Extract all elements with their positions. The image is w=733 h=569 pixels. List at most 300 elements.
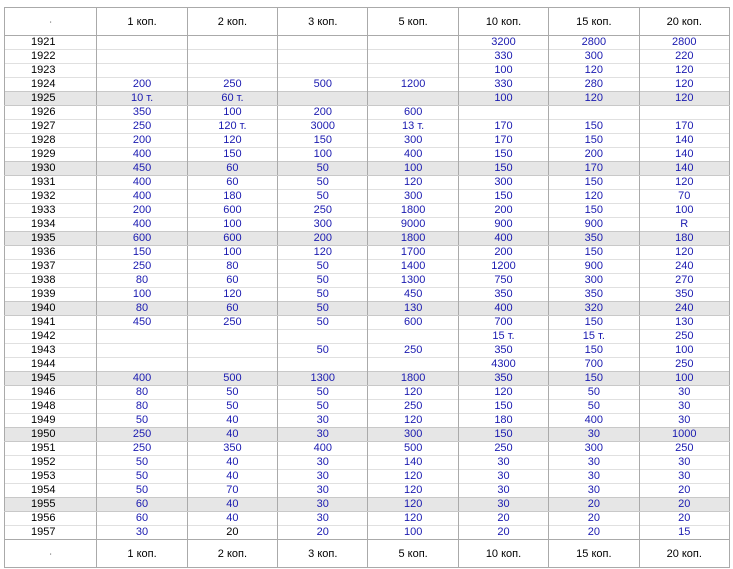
price-cell: 70 — [187, 484, 277, 498]
column-header-3: 3 коп. — [278, 8, 368, 36]
price-cell: 120 — [639, 78, 729, 92]
price-cell: 450 — [97, 316, 187, 330]
price-cell: 60 — [97, 512, 187, 526]
price-cell: 250 — [97, 120, 187, 134]
price-cell: 50 — [278, 344, 368, 358]
price-cell: 300 — [368, 190, 458, 204]
year-cell: 1955 — [5, 498, 97, 512]
column-footer-4: 5 коп. — [368, 540, 458, 568]
price-cell: 350 — [639, 288, 729, 302]
price-cell — [639, 106, 729, 120]
price-cell — [187, 330, 277, 344]
price-cell: 350 — [458, 344, 548, 358]
price-cell: 40 — [187, 498, 277, 512]
price-cell: 250 — [639, 442, 729, 456]
price-cell: 350 — [97, 106, 187, 120]
price-cell: 40 — [187, 470, 277, 484]
price-cell: 2800 — [549, 36, 639, 50]
price-cell: 120 — [368, 414, 458, 428]
price-cell: 120 — [639, 176, 729, 190]
table-row — [5, 442, 730, 456]
price-cell: 330 — [458, 78, 548, 92]
column-footer-2: 2 коп. — [187, 540, 277, 568]
table-row — [5, 204, 730, 218]
price-cell: 60 т. — [187, 92, 277, 106]
price-cell: 1200 — [368, 78, 458, 92]
price-cell: 60 — [187, 274, 277, 288]
price-cell: 150 — [549, 176, 639, 190]
price-cell: 4300 — [458, 358, 548, 372]
year-cell: 1940 — [5, 302, 97, 316]
price-cell: 300 — [368, 134, 458, 148]
price-cell: 240 — [639, 260, 729, 274]
price-cell: 60 — [187, 176, 277, 190]
price-cell: 80 — [97, 400, 187, 414]
price-cell: 400 — [368, 148, 458, 162]
price-cell: 1400 — [368, 260, 458, 274]
price-cell: 400 — [278, 442, 368, 456]
price-cell: 180 — [458, 414, 548, 428]
price-cell: 350 — [458, 372, 548, 386]
price-cell: 450 — [368, 288, 458, 302]
price-cell: 150 — [549, 246, 639, 260]
price-cell — [368, 50, 458, 64]
price-cell: 100 — [187, 218, 277, 232]
price-cell: 1200 — [458, 260, 548, 274]
price-cell: 150 — [458, 400, 548, 414]
price-cell — [458, 106, 548, 120]
table-row — [5, 190, 730, 204]
price-cell: 80 — [97, 386, 187, 400]
price-cell: 900 — [458, 218, 548, 232]
price-cell: 30 — [97, 526, 187, 540]
price-cell: 270 — [639, 274, 729, 288]
price-cell: 350 — [458, 288, 548, 302]
price-cell: 120 — [368, 484, 458, 498]
table-row — [5, 50, 730, 64]
price-cell: 240 — [639, 302, 729, 316]
price-cell — [278, 358, 368, 372]
price-cell: 100 — [639, 204, 729, 218]
price-cell — [278, 64, 368, 78]
year-cell: 1931 — [5, 176, 97, 190]
year-cell: 1921 — [5, 36, 97, 50]
table-row — [5, 260, 730, 274]
year-cell: 1930 — [5, 162, 97, 176]
price-cell: 700 — [458, 316, 548, 330]
price-cell: 200 — [97, 78, 187, 92]
price-cell: 50 — [278, 400, 368, 414]
coin-price-table — [4, 7, 730, 568]
price-cell — [97, 330, 187, 344]
table-row — [5, 176, 730, 190]
price-cell — [97, 344, 187, 358]
price-cell: 15 т. — [458, 330, 548, 344]
price-cell: 140 — [368, 456, 458, 470]
price-cell: 100 — [639, 372, 729, 386]
price-cell: 200 — [97, 204, 187, 218]
price-cell: 400 — [458, 232, 548, 246]
table-row — [5, 512, 730, 526]
year-cell: 1932 — [5, 190, 97, 204]
year-cell: 1956 — [5, 512, 97, 526]
price-cell: 3200 — [458, 36, 548, 50]
year-cell: 1939 — [5, 288, 97, 302]
year-cell: 1926 — [5, 106, 97, 120]
price-cell: 250 — [458, 442, 548, 456]
price-cell: 30 — [458, 484, 548, 498]
price-cell — [278, 330, 368, 344]
price-cell: 50 — [97, 470, 187, 484]
price-cell: 80 — [187, 260, 277, 274]
table-row — [5, 470, 730, 484]
year-cell: 1934 — [5, 218, 97, 232]
price-cell: 180 — [187, 190, 277, 204]
price-cell — [368, 330, 458, 344]
price-cell: 600 — [97, 232, 187, 246]
price-cell: 30 — [278, 470, 368, 484]
column-footer-5: 10 коп. — [458, 540, 548, 568]
price-cell — [97, 50, 187, 64]
table-row — [5, 120, 730, 134]
price-cell: 120 — [639, 64, 729, 78]
price-cell — [368, 92, 458, 106]
price-cell: 250 — [639, 358, 729, 372]
price-cell: 100 — [187, 106, 277, 120]
price-cell: 30 — [278, 484, 368, 498]
price-cell: 150 — [458, 190, 548, 204]
price-cell: 50 — [278, 274, 368, 288]
price-cell: 120 — [458, 386, 548, 400]
price-cell: 60 — [97, 498, 187, 512]
price-cell: 20 — [278, 526, 368, 540]
price-cell: 400 — [97, 372, 187, 386]
price-cell: 30 — [458, 498, 548, 512]
price-cell — [368, 36, 458, 50]
price-cell: 600 — [187, 232, 277, 246]
price-cell: 300 — [458, 176, 548, 190]
table-row — [5, 344, 730, 358]
price-cell: 750 — [458, 274, 548, 288]
price-cell: 100 — [458, 92, 548, 106]
price-cell: 200 — [278, 232, 368, 246]
price-cell: 100 — [187, 246, 277, 260]
price-cell: 120 — [639, 246, 729, 260]
price-cell: 30 — [639, 414, 729, 428]
table-row — [5, 218, 730, 232]
price-cell: 20 — [549, 498, 639, 512]
price-cell: 150 — [549, 204, 639, 218]
price-cell: 15 т. — [549, 330, 639, 344]
year-cell: 1946 — [5, 386, 97, 400]
price-cell: 40 — [187, 512, 277, 526]
price-cell: 400 — [458, 302, 548, 316]
price-cell — [549, 106, 639, 120]
price-cell: 50 — [278, 302, 368, 316]
column-header-6: 15 коп. — [549, 8, 639, 36]
table-row — [5, 64, 730, 78]
price-cell: 120 — [549, 64, 639, 78]
table-row — [5, 148, 730, 162]
price-cell: R — [639, 218, 729, 232]
year-cell: 1953 — [5, 470, 97, 484]
price-cell: 40 — [187, 428, 277, 442]
table-row — [5, 302, 730, 316]
price-cell: 120 — [368, 470, 458, 484]
price-cell: 400 — [97, 190, 187, 204]
price-cell — [187, 64, 277, 78]
price-cell: 200 — [549, 148, 639, 162]
price-cell: 20 — [639, 512, 729, 526]
price-cell: 400 — [97, 218, 187, 232]
price-cell: 50 — [278, 316, 368, 330]
price-cell: 40 — [187, 414, 277, 428]
price-cell: 50 — [549, 386, 639, 400]
table-row — [5, 78, 730, 92]
price-cell: 200 — [97, 134, 187, 148]
price-cell: 1300 — [278, 372, 368, 386]
price-cell: 400 — [97, 176, 187, 190]
price-cell: 60 — [187, 302, 277, 316]
year-cell: 1944 — [5, 358, 97, 372]
price-cell: 30 — [639, 400, 729, 414]
table-row — [5, 274, 730, 288]
column-header-2: 2 коп. — [187, 8, 277, 36]
table-row — [5, 526, 730, 540]
price-cell: 150 — [549, 372, 639, 386]
price-cell: 100 — [639, 344, 729, 358]
price-cell: 900 — [549, 260, 639, 274]
year-cell: 1957 — [5, 526, 97, 540]
price-cell: 10 т. — [97, 92, 187, 106]
price-cell: 20 — [458, 512, 548, 526]
table-footer — [5, 540, 730, 568]
price-cell: 300 — [549, 274, 639, 288]
price-cell: 900 — [549, 218, 639, 232]
column-footer-3: 3 коп. — [278, 540, 368, 568]
price-cell: 200 — [278, 106, 368, 120]
price-cell — [368, 358, 458, 372]
year-cell: 1942 — [5, 330, 97, 344]
price-cell: 30 — [278, 456, 368, 470]
year-cell: 1948 — [5, 400, 97, 414]
price-cell: 120 — [187, 134, 277, 148]
table-row — [5, 288, 730, 302]
price-cell: 50 — [549, 400, 639, 414]
price-cell: 130 — [368, 302, 458, 316]
price-cell: 120 — [187, 288, 277, 302]
price-cell: 1000 — [639, 428, 729, 442]
price-cell: 50 — [278, 190, 368, 204]
year-cell: 1925 — [5, 92, 97, 106]
table-row — [5, 498, 730, 512]
price-cell: 80 — [97, 302, 187, 316]
price-cell: 150 — [458, 428, 548, 442]
price-cell: 20 — [639, 484, 729, 498]
price-cell: 250 — [97, 260, 187, 274]
price-cell: 180 — [639, 232, 729, 246]
price-cell: 500 — [187, 372, 277, 386]
price-cell: 50 — [187, 400, 277, 414]
price-cell: 20 — [549, 512, 639, 526]
price-cell: 1300 — [368, 274, 458, 288]
price-cell: 20 — [187, 526, 277, 540]
price-cell: 250 — [278, 204, 368, 218]
price-cell: 50 — [278, 162, 368, 176]
price-cell — [368, 64, 458, 78]
price-cell: 50 — [278, 260, 368, 274]
price-cell: 30 — [549, 484, 639, 498]
price-cell: 80 — [97, 274, 187, 288]
price-cell: 250 — [639, 330, 729, 344]
year-cell: 1949 — [5, 414, 97, 428]
year-cell: 1933 — [5, 204, 97, 218]
price-cell: 350 — [549, 232, 639, 246]
price-cell: 100 — [368, 526, 458, 540]
price-cell: 500 — [368, 442, 458, 456]
price-cell: 120 т. — [187, 120, 277, 134]
price-cell: 40 — [187, 456, 277, 470]
year-cell: 1945 — [5, 372, 97, 386]
table-row — [5, 162, 730, 176]
price-cell: 300 — [549, 50, 639, 64]
price-cell: 200 — [458, 246, 548, 260]
price-cell: 400 — [97, 148, 187, 162]
price-cell: 150 — [549, 344, 639, 358]
price-cell: 50 — [278, 288, 368, 302]
table-row — [5, 372, 730, 386]
year-cell: 1952 — [5, 456, 97, 470]
table-header — [5, 8, 730, 36]
price-cell — [187, 50, 277, 64]
price-cell: 15 — [639, 526, 729, 540]
price-cell: 50 — [97, 484, 187, 498]
year-cell: 1951 — [5, 442, 97, 456]
price-cell: 150 — [187, 148, 277, 162]
price-cell: 13 т. — [368, 120, 458, 134]
price-cell: 50 — [278, 386, 368, 400]
column-header-5: 10 коп. — [458, 8, 548, 36]
price-cell: 60 — [187, 162, 277, 176]
price-cell: 250 — [97, 428, 187, 442]
price-cell — [278, 36, 368, 50]
price-cell: 120 — [549, 92, 639, 106]
price-cell: 120 — [368, 176, 458, 190]
price-cell: 30 — [278, 512, 368, 526]
price-cell: 50 — [97, 456, 187, 470]
price-cell: 280 — [549, 78, 639, 92]
price-cell — [187, 344, 277, 358]
price-cell: 150 — [458, 162, 548, 176]
year-cell: 1924 — [5, 78, 97, 92]
price-cell: 350 — [187, 442, 277, 456]
table-row — [5, 484, 730, 498]
price-cell: 140 — [639, 134, 729, 148]
price-cell: 50 — [278, 176, 368, 190]
table-row — [5, 106, 730, 120]
price-cell: 150 — [549, 120, 639, 134]
year-cell: 1943 — [5, 344, 97, 358]
price-cell: 320 — [549, 302, 639, 316]
year-cell: 1922 — [5, 50, 97, 64]
year-cell: 1937 — [5, 260, 97, 274]
price-cell: 150 — [549, 316, 639, 330]
price-cell: 100 — [368, 162, 458, 176]
column-footer-6: 15 коп. — [549, 540, 639, 568]
price-cell: 170 — [549, 162, 639, 176]
price-cell: 150 — [458, 148, 548, 162]
year-cell: 1936 — [5, 246, 97, 260]
price-cell: 50 — [97, 414, 187, 428]
price-cell: 70 — [639, 190, 729, 204]
price-cell: 9000 — [368, 218, 458, 232]
price-cell: 600 — [368, 316, 458, 330]
year-cell: 1950 — [5, 428, 97, 442]
table-body — [5, 36, 730, 540]
table-row — [5, 428, 730, 442]
table-row — [5, 232, 730, 246]
price-cell: 120 — [278, 246, 368, 260]
price-cell: 2800 — [639, 36, 729, 50]
price-cell: 30 — [458, 470, 548, 484]
price-cell: 250 — [368, 400, 458, 414]
table-row — [5, 414, 730, 428]
price-cell: 200 — [458, 204, 548, 218]
corner-cell-footer: · — [5, 540, 97, 568]
price-cell: 30 — [549, 428, 639, 442]
price-cell: 170 — [458, 120, 548, 134]
price-cell — [187, 36, 277, 50]
price-cell: 130 — [639, 316, 729, 330]
price-cell: 450 — [97, 162, 187, 176]
table-row — [5, 246, 730, 260]
price-cell: 170 — [458, 134, 548, 148]
price-cell: 140 — [639, 148, 729, 162]
table-row — [5, 92, 730, 106]
price-cell: 300 — [549, 442, 639, 456]
price-cell: 300 — [278, 218, 368, 232]
price-cell: 150 — [278, 134, 368, 148]
price-cell — [97, 36, 187, 50]
column-footer-1: 1 коп. — [97, 540, 187, 568]
price-cell: 500 — [278, 78, 368, 92]
price-cell: 120 — [549, 190, 639, 204]
year-cell: 1923 — [5, 64, 97, 78]
price-cell — [97, 64, 187, 78]
year-cell: 1935 — [5, 232, 97, 246]
column-footer-7: 20 коп. — [639, 540, 729, 568]
price-cell: 30 — [278, 498, 368, 512]
price-cell: 20 — [549, 526, 639, 540]
price-cell: 150 — [97, 246, 187, 260]
price-cell: 350 — [549, 288, 639, 302]
price-cell: 120 — [639, 92, 729, 106]
price-cell — [187, 358, 277, 372]
price-cell: 30 — [639, 386, 729, 400]
price-cell: 150 — [549, 134, 639, 148]
column-header-1: 1 коп. — [97, 8, 187, 36]
price-cell: 1700 — [368, 246, 458, 260]
price-cell: 1800 — [368, 232, 458, 246]
price-cell: 30 — [639, 470, 729, 484]
corner-cell: · — [5, 8, 97, 36]
price-cell: 330 — [458, 50, 548, 64]
price-cell: 1800 — [368, 372, 458, 386]
price-cell: 120 — [368, 386, 458, 400]
table-row — [5, 134, 730, 148]
table-row — [5, 36, 730, 50]
price-cell: 250 — [368, 344, 458, 358]
